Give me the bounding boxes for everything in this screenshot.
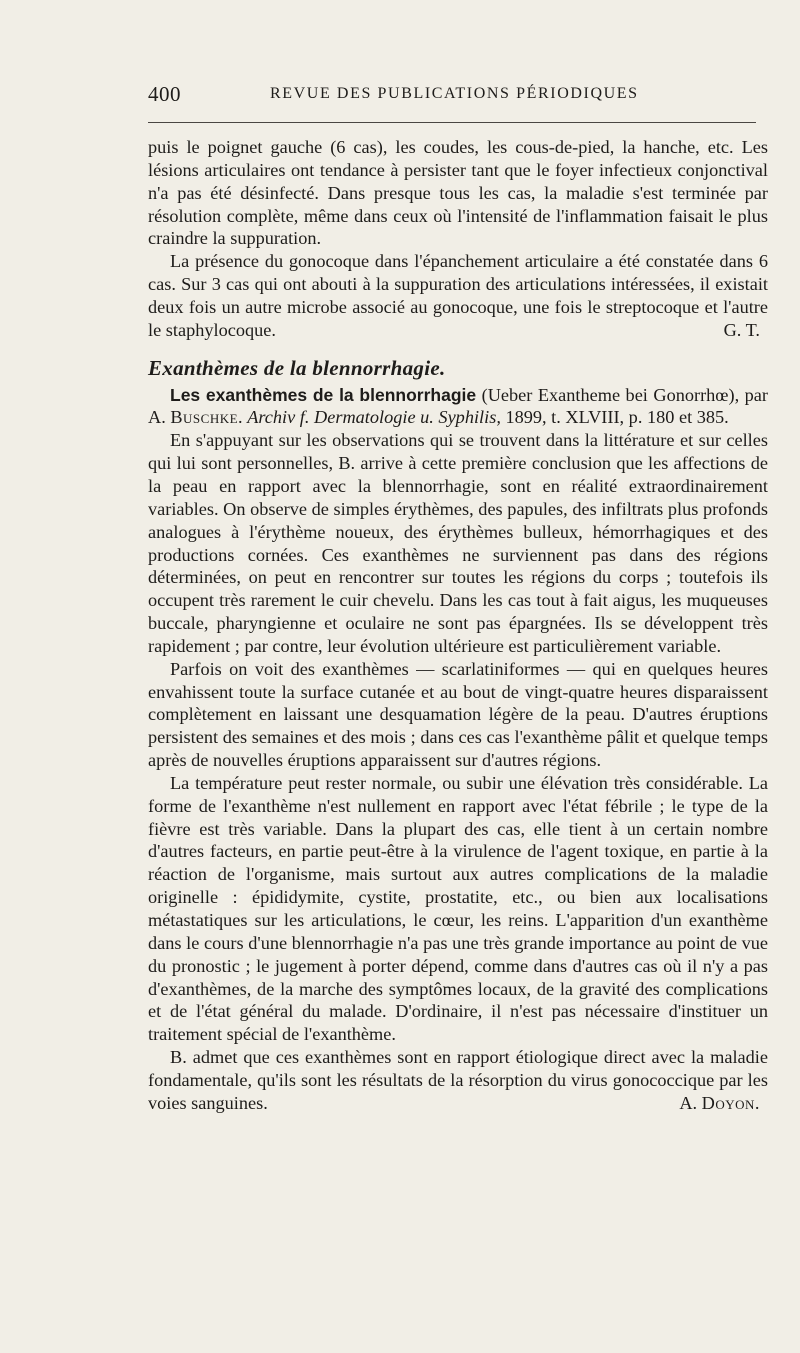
journal-name: Archiv f. Dermatologie u. Syphilis, (247, 407, 501, 428)
citation-part-1: (Ueber Exantheme bei Gonorrhœ), par A. (148, 384, 768, 428)
continuation-signature: G. T. (723, 319, 760, 340)
signature-initial: A. (679, 1092, 702, 1113)
article-paragraph-3: La température peut rester normale, ou subir une élévation très considérable. La forme de l'exanthème n'est nullement en rapport avec l'état fébrile ; le type de la fièvre est très variable. Dans la plupart des cas, elle tient à un certain nombre d'autres facteurs, en partie peut-être à la virulence de l'agent toxique, en partie à la réaction de l'organisme, mais surtout aux autres complications de la maladie originelle : épididymite, cystite, prostatite, etc., ou bien aux localisations métastatiques sur les articulations, le cœur, les reins. L'apparition d'un exanthème dans le cours d'une blennorrhagie n'a pas une très grande importance au point de vue du pronostic ; le jugement à porter dépend, comme dans d'autres cas où il n'y a pas d'exanthèmes, de la marche des symptômes locaux, de la gravité des complications et de l'état général du malade. D'ordinaire, il n'est pas nécessaire d'instituer un traitement spécial de l'exanthème. (148, 772, 768, 1045)
page-number: 400 (148, 82, 181, 106)
article-paragraph-1: En s'appuyant sur les observations qui se trouvent dans la littérature et sur celles qui lui sont personnelles, B. arrive à cette première conclusion que les affections de la peau en rapport avec la blennorrhagie, sont en réalité extraordinairement variables. On observe de simples érythèmes, des papules, des infiltrats plus profonds analogues à l'érythème noueux, des érythèmes bulleux, hémorrhagiques et des productions cornées. Ces exanthèmes ne surviennent pas dans des régions déterminées, on peut en rencontrer sur toutes les régions du corps ; toutefois ils occupent très rarement le cuir chevelu. Dans les cas tout à fait aigus, les muqueuses buccale, pharyngienne et oculaire ne sont pas épargnées. Ils se développent très rapidement ; par contre, leur évolution ultérieure est particulièrement variable. (148, 430, 768, 656)
signature-name: Doyon. (701, 1092, 760, 1113)
article-author: Buschke (170, 407, 239, 428)
page-header (148, 82, 768, 112)
header-rule (148, 122, 756, 123)
continuation-paragraph-1: puis le poignet gauche (6 cas), les coudes, les cous-de-pied, la hanche, etc. Les lésions articulaires ont tendance à persister tant que le foyer infectieux conjonctival n'a pas été désinfecté. Dans presque tous les cas, la maladie s'est terminée par résolution complète, même dans ceux où l'intensité de l'inflammation faisait le plus craindre la suppuration. (148, 137, 768, 249)
continuation-paragraph-2 (148, 250, 768, 341)
article-paragraph-4 (148, 1046, 768, 1115)
running-title: REVUE DES PUBLICATIONS PÉRIODIQUES (270, 85, 639, 102)
article-title: Les exanthèmes de la blennorrhagie (170, 384, 477, 405)
article-citation (148, 384, 768, 430)
article-signature (679, 1092, 768, 1115)
article-paragraph-2: Parfois on voit des exanthèmes — scarlatiniformes — qui en quelques heures envahissent toute la surface cutanée et au bout de vingt-quatre heures disparaissent complètement en laissant une desquamation légère de la peau. D'autres éruptions persistent des semaines et des mois ; dans ces cas l'exanthème pâlit et quelque temps après de nouvelles éruptions apparaissent sur d'autres régions. (148, 658, 768, 771)
article-paragraph-4-text: B. admet que ces exanthèmes sont en rapport étiologique direct avec la maladie fondamentale, qu'ils sont les résultats de la résorption du virus gonococcique par les voies sanguines. (148, 1047, 768, 1113)
citation-part-2: . (238, 407, 248, 428)
section-title: Exanthèmes de la blennorrhagie. (148, 355, 446, 380)
page-body (148, 136, 768, 1115)
continuation-paragraph-2-text: La présence du gonocoque dans l'épanchement articulaire a été constatée dans 6 cas. Sur 3 cas qui ont abouti à la suppuration des articulations intéressées, il existait deux fois un autre microbe associé au gonocoque, une fois le streptocoque et l'autre le staphylocoque. (148, 251, 768, 340)
citation-part-3: 1899, t. XLVIII, p. 180 et 385. (500, 407, 729, 428)
